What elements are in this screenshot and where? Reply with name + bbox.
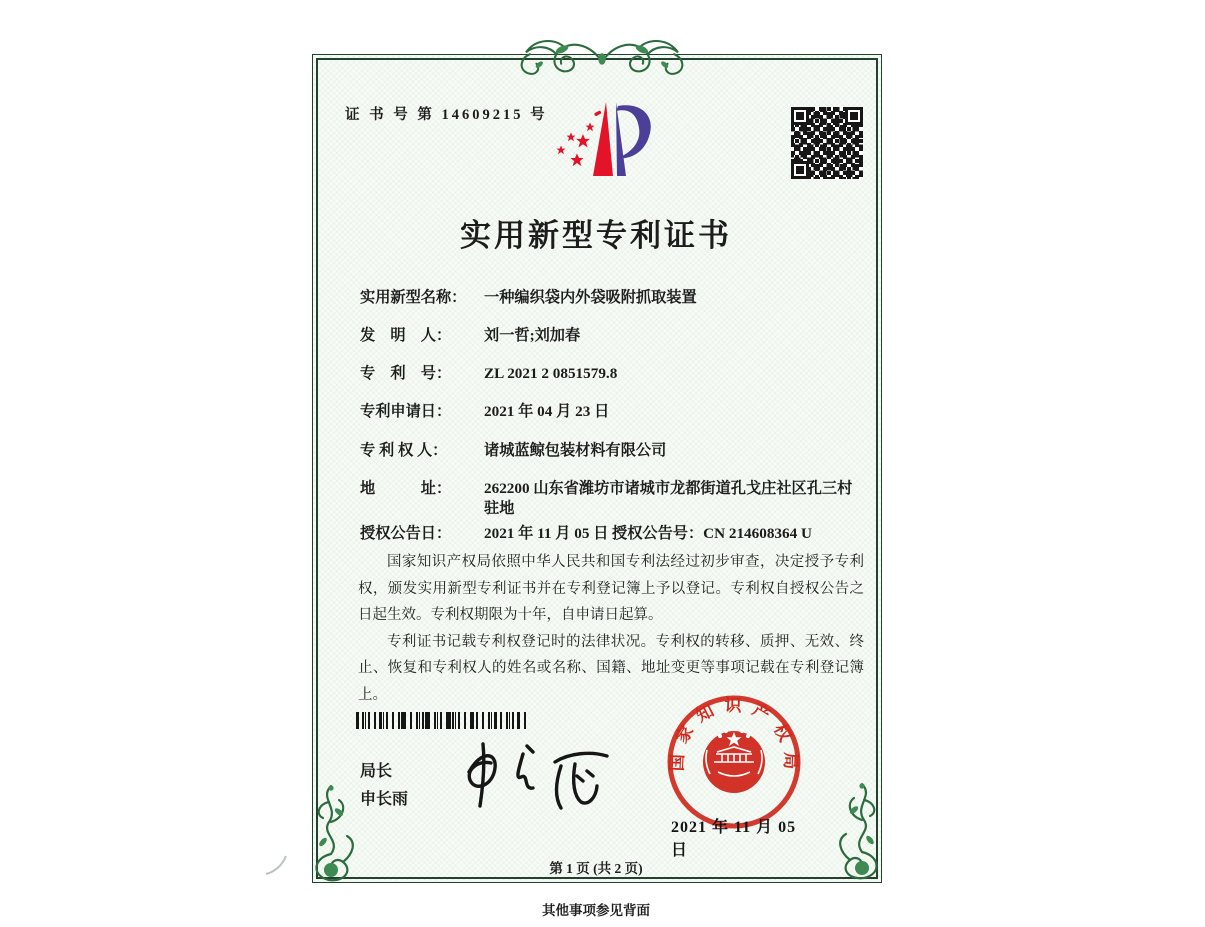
field-row-patent-number — [360, 364, 868, 384]
director-title: 局长 — [360, 763, 393, 780]
field-value: 2021 年 04 月 23 日 — [484, 403, 610, 420]
cnipa-logo-icon — [546, 96, 656, 188]
director-signature — [455, 736, 620, 824]
back-side-note: 其他事项参见背面 — [542, 903, 650, 918]
certificate-number: 证 书 号 第 14609215 号 — [345, 107, 548, 123]
field-label: 地 址： — [360, 480, 452, 497]
field-row-name — [360, 288, 868, 308]
field-row-patentee — [360, 441, 868, 461]
director-name: 申长雨 — [360, 791, 409, 808]
field-value: 2021 年 11 月 05 日 — [484, 525, 609, 542]
field-value: 诸城蓝鲸包装材料有限公司 — [484, 442, 667, 459]
field-label: 发 明 人： — [360, 327, 452, 344]
field-label: 专 利 号： — [360, 365, 452, 382]
field-value: ZL 2021 2 0851579.8 — [484, 365, 618, 382]
legal-text — [358, 549, 864, 708]
field-row-inventor — [360, 326, 868, 346]
field-label: 实用新型名称： — [360, 289, 467, 306]
field-value: 一种编织袋内外袋吸附抓取装置 — [484, 289, 697, 306]
field-label: 专 利 权 人： — [360, 442, 448, 459]
top-border-ornament — [507, 33, 697, 83]
seal-date: 2021 年 11 月 05 日 — [671, 819, 797, 859]
field-value: 刘一哲;刘加春 — [484, 327, 581, 344]
field-label: 专利申请日： — [360, 403, 452, 420]
legal-paragraph-1: 国家知识产权局依照中华人民共和国专利法经过初步审查，决定授予专利权，颁发实用新型专利证书并在专利登记簿上予以登记。专利权自授权公告之日起生效。专利权期限为十年，自申请日起算。 — [358, 554, 864, 623]
page-number: 第 1 页 (共 2 页) — [549, 861, 643, 876]
field-grant-number — [612, 524, 812, 544]
field-label: 授权公告号： — [612, 525, 704, 542]
field-row-grant — [360, 524, 868, 544]
national-emblem-icon — [703, 729, 765, 793]
page-curl — [262, 842, 304, 878]
field-value: CN 214608364 U — [703, 525, 812, 542]
legal-paragraph-2: 专利证书记载专利权登记时的法律状况。专利权的转移、质押、无效、终止、恢复和专利权人的姓名或名称、国籍、地址变更等事项记载在专利登记簿上。 — [358, 633, 864, 703]
qr-finder-icon — [845, 107, 863, 125]
field-value-line2: 驻地 — [484, 500, 515, 517]
field-value: 262200 山东省潍坊市诸城市龙都街道孔戈庄社区孔三村 — [484, 480, 853, 497]
qr-finder-icon — [791, 161, 809, 179]
qr-code — [791, 107, 863, 179]
field-label: 授权公告日： — [360, 525, 452, 542]
field-row-filing-date — [360, 402, 868, 422]
barcode — [356, 712, 526, 729]
seal-text: 国家知识产权局 — [667, 695, 801, 776]
qr-finder-icon — [791, 107, 809, 125]
certificate-title: 实用新型专利证书 — [460, 218, 732, 253]
field-row-address — [360, 479, 868, 519]
